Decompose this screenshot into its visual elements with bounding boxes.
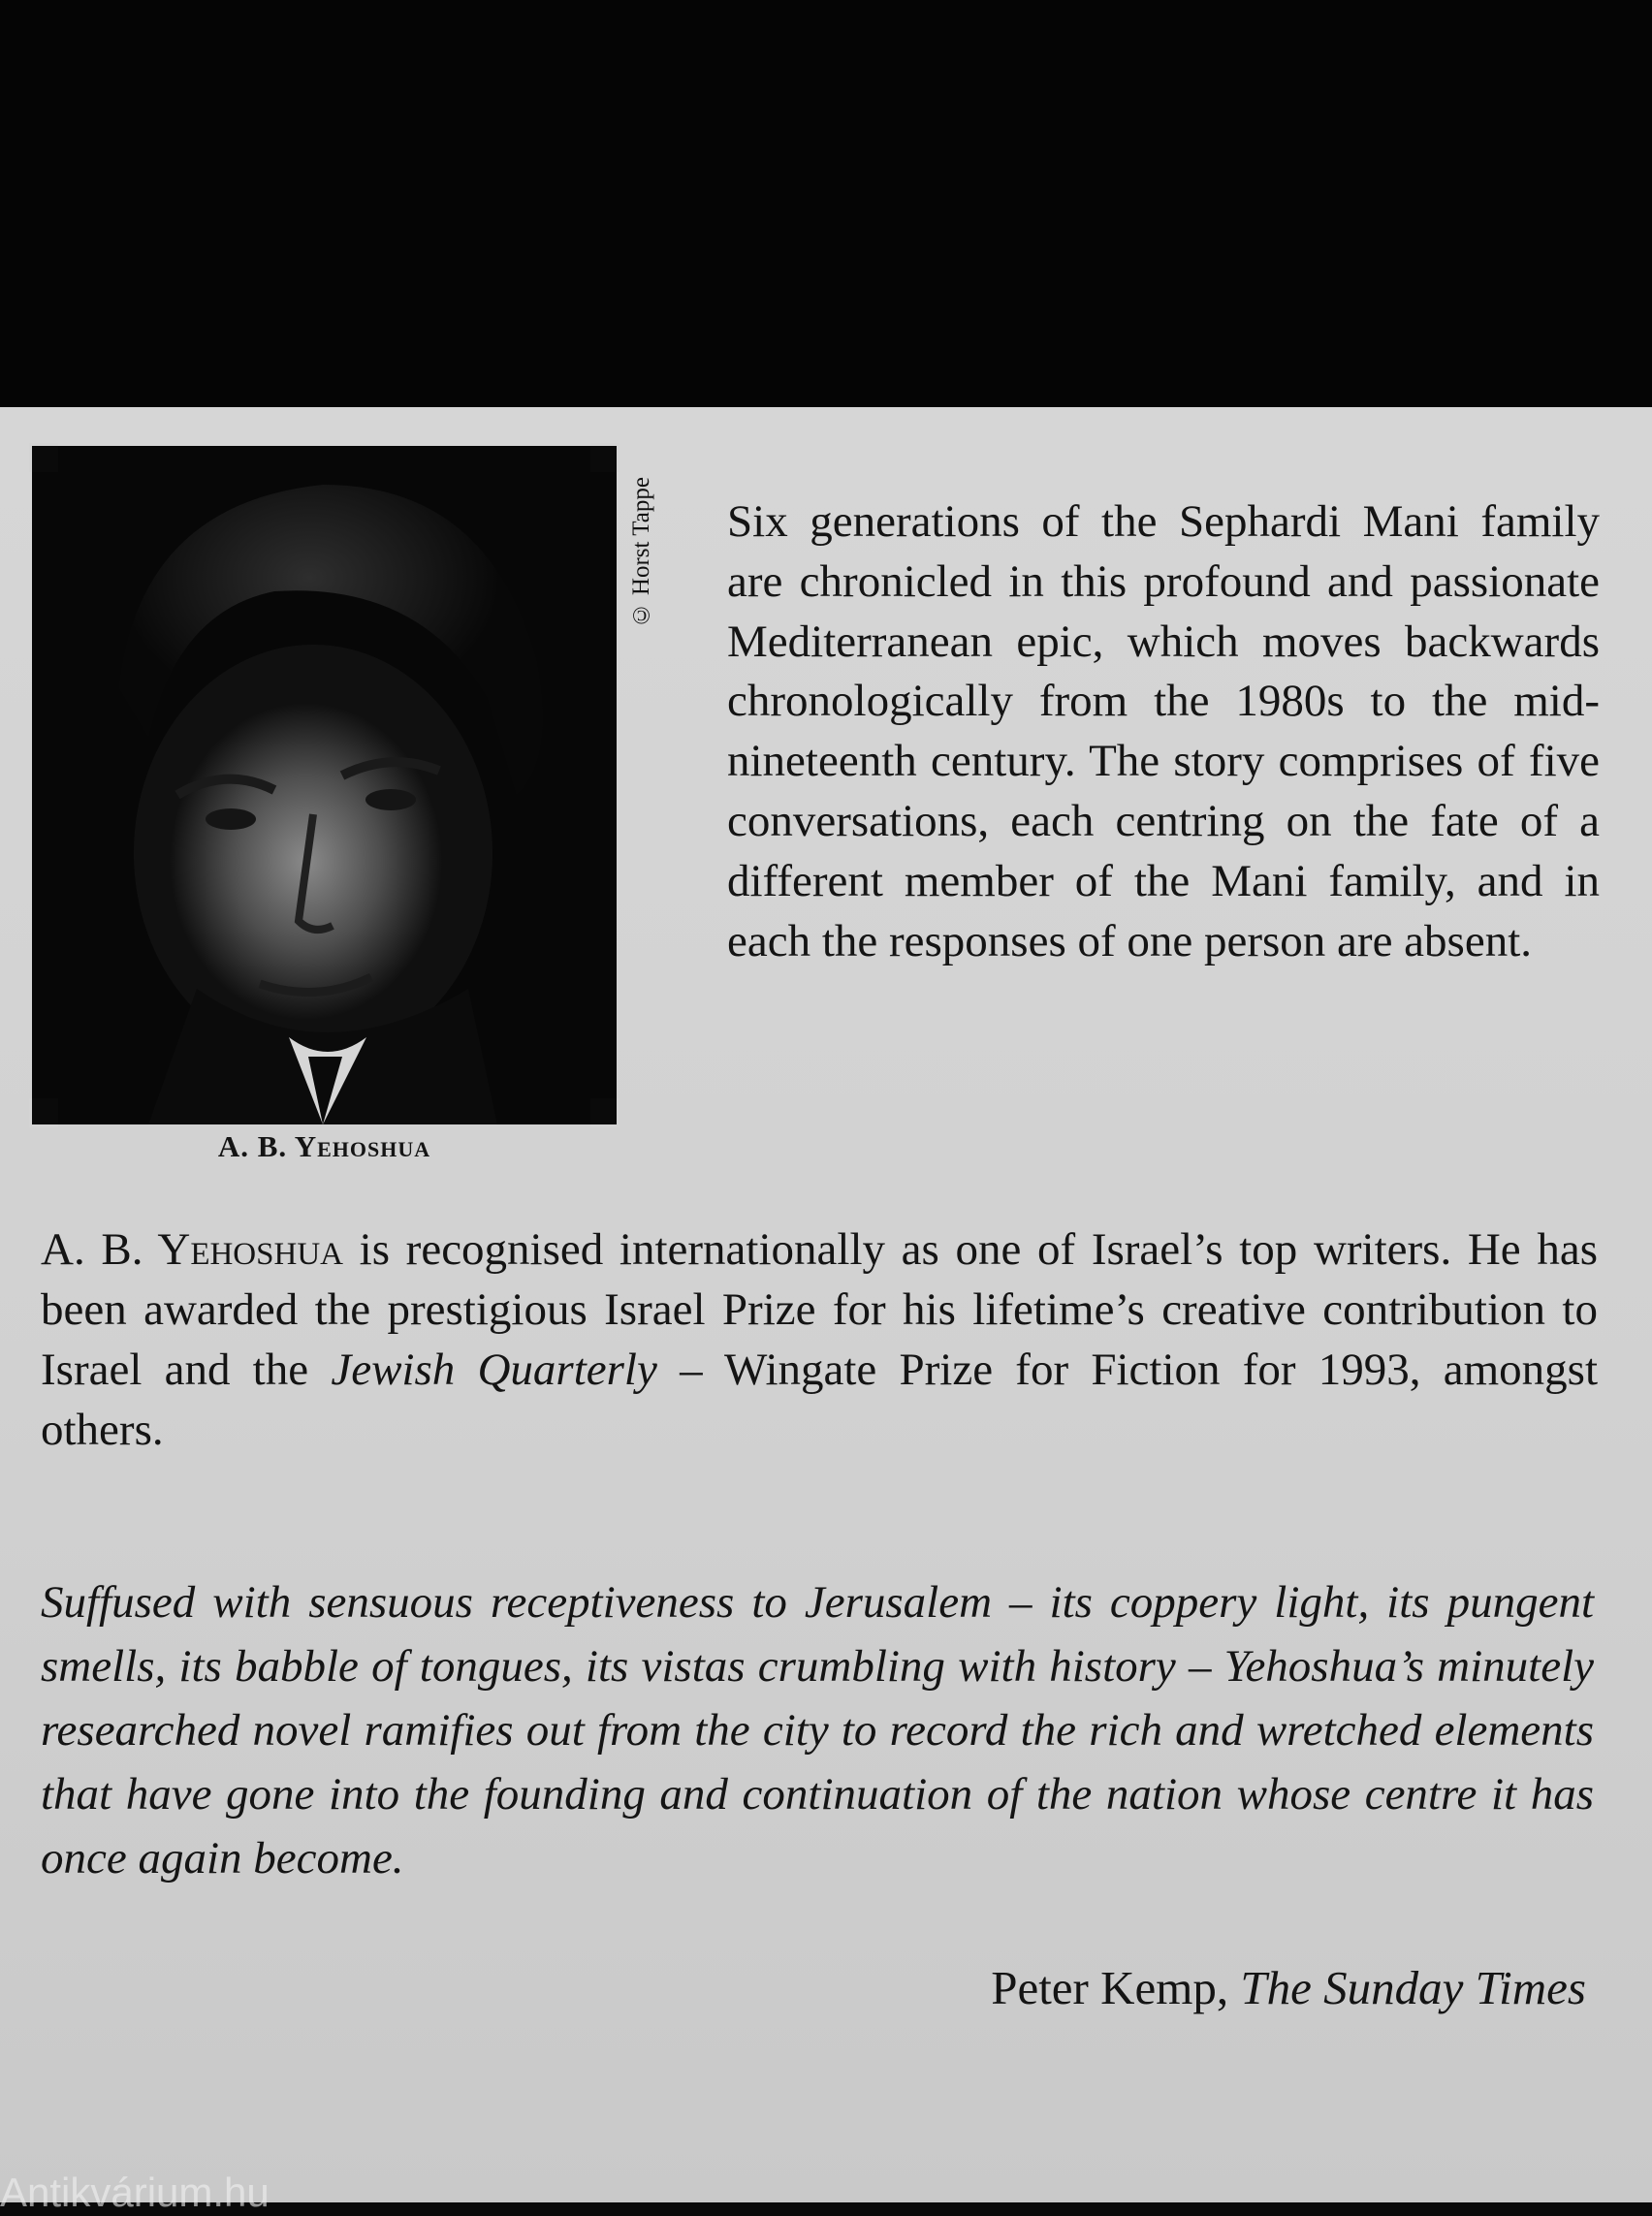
review-quote: Suffused with sensuous receptiveness to Jerusalem – its coppery light, its pungent smells, its babble of tongues, its vistas crumbling with history – Yehoshua’s minutely researched novel ramifies out from the city to record the rich and wretched elements that have gone into the founding and continuation of the nation whose centre it has once again become.: [41, 1577, 1594, 1884]
author-photo: [32, 446, 617, 1124]
prize-publication-title: Jewish Quarterly: [331, 1345, 657, 1395]
reviewer-name: Peter Kemp,: [991, 1961, 1229, 2014]
author-portrait-image: [32, 446, 617, 1124]
author-caption: A. B. Yehoshua: [217, 1129, 431, 1163]
photo-corner-mark: [29, 443, 58, 472]
book-blurb: Six generations of the Sephardi Mani family are chronicled in this profound and passionate Mediterranean epic, which moves backwards chronologically from the 1980s to the mid-nineteenth century. The story comprises of five conversations, each centring on the fate of a different member of the Mani family, and in each the responses of one person are absent.: [727, 496, 1600, 966]
site-watermark: Antikvárium.hu: [0, 2169, 270, 2215]
review-attribution: [991, 1960, 1586, 2015]
author-photo-frame: [32, 446, 617, 1124]
photo-corner-mark: [590, 1098, 620, 1127]
photo-corner-mark: [29, 1098, 58, 1127]
photo-corner-mark: [590, 443, 620, 472]
bio-text-end: – Wingate Prize for Fiction for 1993, amongst others.: [41, 1345, 1599, 1455]
review-publication: The Sunday Times: [1240, 1961, 1586, 2014]
black-cover-band: [0, 0, 1652, 412]
author-name: A. B. Yehoshua: [41, 1224, 343, 1275]
photo-credit: © Horst Tappe: [628, 477, 654, 628]
bio-text: is recognised internationally as one of Israel’s top writers. He has been awarded the prestigious Israel Prize for his lifetime’s creative contribution to Israel and the: [41, 1224, 1598, 1395]
author-bio: [41, 1219, 1598, 1460]
